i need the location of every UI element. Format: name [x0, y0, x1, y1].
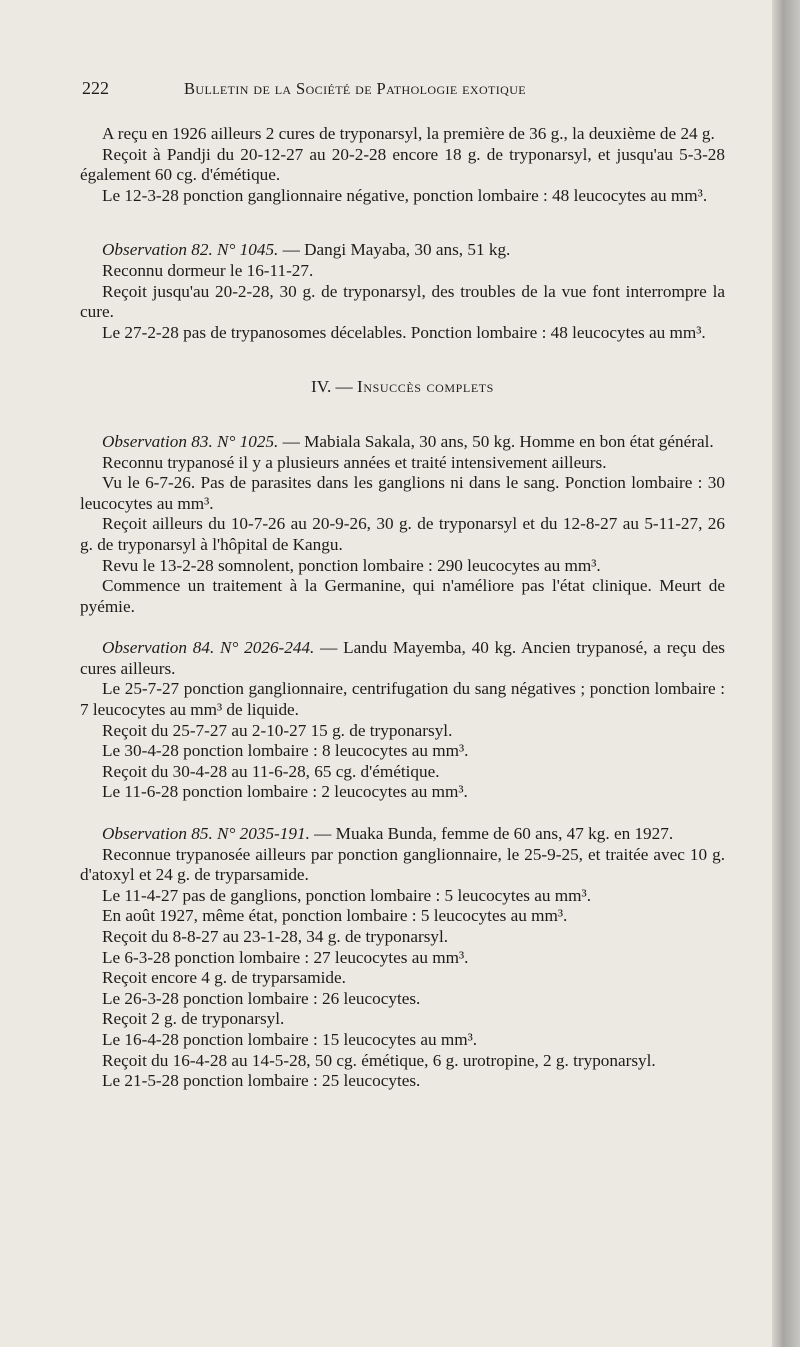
- paragraph: Reçoit à Pandji du 20-12-27 au 20-2-28 encore 18 g. de tryponarsyl, et jusqu'au 5-3-28 également 60 cg. d'émétique.: [80, 144, 725, 185]
- observation-85-heading: [80, 824, 725, 845]
- section-title: Insuccès complets: [357, 377, 494, 397]
- paragraph: Reconnue trypanosée ailleurs par ponction ganglionnaire, le 25-9-25, et traitée avec 10 g. d'atoxyl et 24 g. de tryparsamide.: [80, 844, 725, 885]
- paragraph: Le 27-2-28 pas de trypanosomes décelables. Ponction lombaire : 48 leucocytes au mm³.: [102, 322, 706, 342]
- paragraph: Revu le 13-2-28 somnolent, ponction lombaire : 290 leucocytes au mm³.: [102, 555, 601, 575]
- paragraph: Le 16-4-28 ponction lombaire : 15 leucocytes au mm³.: [102, 1029, 478, 1049]
- paragraph: Commence un traitement à la Germanine, qui n'améliore pas l'état clinique. Meurt de pyémie.: [80, 576, 725, 616]
- paragraph: Reçoit encore 4 g. de tryparsamide.: [102, 968, 346, 988]
- observation-83-heading: [80, 432, 725, 453]
- paragraph: Reçoit jusqu'au 20-2-28, 30 g. de tryponarsyl, des troubles de la vue font interrompre la cure.: [80, 281, 725, 322]
- paragraph: Vu le 6-7-26. Pas de parasites dans les ganglions ni dans le sang. Ponction lombaire : 30 leucocytes au mm³.: [80, 473, 725, 513]
- observation-83-title: Observation 83. N° 1025.: [102, 431, 279, 451]
- observation-83-subject: — Mabiala Sakala, 30 ans, 50 kg. Homme en bon état général.: [278, 431, 714, 451]
- page-number: 222: [82, 78, 109, 98]
- observation-85-title: Observation 85. N° 2035-191.: [102, 824, 310, 844]
- paragraph: Le 12-3-28 ponction ganglionnaire négative, ponction lombaire : 48 leucocytes au mm³.: [102, 185, 708, 205]
- paragraph: Le 26-3-28 ponction lombaire : 26 leucocytes.: [102, 988, 421, 1008]
- paragraph: Le 11-4-27 pas de ganglions, ponction lombaire : 5 leucocytes au mm³.: [102, 885, 591, 905]
- paragraph: Reçoit du 25-7-27 au 2-10-27 15 g. de tryponarsyl.: [102, 720, 453, 740]
- observation-84-heading: [80, 638, 725, 679]
- article-body: [80, 124, 725, 1092]
- running-title: Bulletin de la Société de Pathologie exotique: [184, 79, 527, 98]
- page-edge: [772, 0, 800, 1347]
- paragraph: Reçoit ailleurs du 10-7-26 au 20-9-26, 30 g. de tryponarsyl et du 12-8-27 au 5-11-27, 26 g. de tryponarsyl à l'hôpital de Kangu.: [80, 514, 725, 554]
- page-header: [82, 78, 722, 102]
- paragraph: Le 6-3-28 ponction lombaire : 27 leucocytes au mm³.: [102, 947, 469, 967]
- paragraph: Reconnu trypanosé il y a plusieurs années et traité intensivement ailleurs.: [102, 452, 607, 472]
- paragraph: Reconnu dormeur le 16-11-27.: [102, 260, 314, 280]
- paragraph: Le 30-4-28 ponction lombaire : 8 leucocytes au mm³.: [102, 741, 469, 761]
- observation-84-subject: — Landu Mayemba, 40 kg. Ancien trypanosé, a reçu des cures ailleurs.: [80, 638, 725, 678]
- paragraph: Le 25-7-27 ponction ganglionnaire, centrifugation du sang négatives ; ponction lombaire : 7 leucocytes au mm³ de liquide.: [80, 679, 725, 720]
- paragraph: Reçoit du 30-4-28 au 11-6-28, 65 cg. d'émétique.: [102, 761, 440, 781]
- paragraph: En août 1927, même état, ponction lombaire : 5 leucocytes au mm³.: [102, 906, 568, 926]
- paragraph: Reçoit 2 g. de tryponarsyl.: [102, 1009, 285, 1029]
- observation-84-title: Observation 84. N° 2026-244.: [102, 638, 315, 658]
- observation-82-subject: — Dangi Mayaba, 30 ans, 51 kg.: [278, 240, 511, 260]
- paragraph: Le 11-6-28 ponction lombaire : 2 leucocytes au mm³.: [102, 782, 468, 802]
- section-heading: [80, 377, 725, 398]
- section-numeral: IV. —: [311, 377, 353, 397]
- observation-82-heading: [80, 240, 725, 261]
- observation-82-title: Observation 82. N° 1045.: [102, 240, 279, 260]
- paragraph: A reçu en 1926 ailleurs 2 cures de tryponarsyl, la première de 36 g., la deuxième de 24 g.: [102, 124, 715, 143]
- paragraph: Reçoit du 8-8-27 au 23-1-28, 34 g. de tryponarsyl.: [102, 927, 449, 946]
- observation-85-subject: — Muaka Bunda, femme de 60 ans, 47 kg. en 1927.: [309, 824, 674, 844]
- paragraph: Reçoit du 16-4-28 au 14-5-28, 50 cg. émétique, 6 g. urotropine, 2 g. tryponarsyl.: [102, 1050, 656, 1070]
- paragraph: Le 21-5-28 ponction lombaire : 25 leucocytes.: [102, 1071, 421, 1091]
